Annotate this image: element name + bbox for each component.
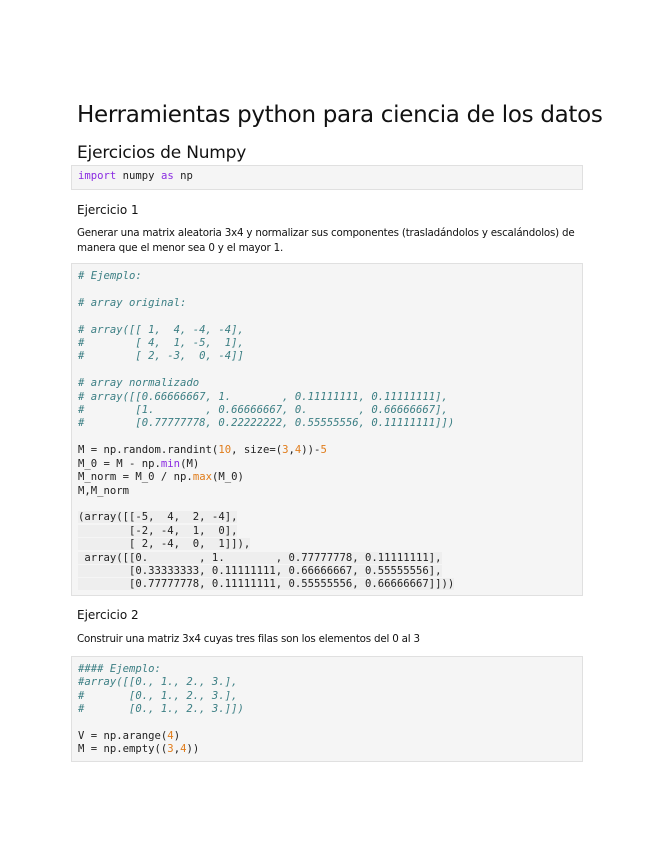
code-line-max: M_norm = M_0 / np.max(M_0) (78, 471, 244, 484)
page-title: Herramientas python para ciencia de los datos (77, 102, 603, 128)
code-line-randint: M = np.random.randint(10, size=(3,4))-5 (78, 444, 327, 457)
output-line: [ 2, -4, 0, 1]]), (78, 538, 251, 551)
code-line-min: M_0 = M - np.min(M) (78, 457, 200, 470)
comment-line: # array([[0.66666667, 1. , 0.11111111, 0.11111111], (78, 390, 448, 403)
section-title: Ejercicios de Numpy (77, 143, 247, 163)
output-line: array([[0. , 1. , 0.77777778, 0.11111111], (78, 551, 442, 564)
code-line-empty: M = np.empty((3,4)) (78, 743, 200, 756)
module-name: numpy (116, 170, 161, 182)
module-alias: np (173, 170, 193, 182)
keyword-import: import (78, 170, 117, 182)
code-cell-exercise-2[interactable] (71, 656, 583, 762)
exercise-2-code (78, 663, 576, 757)
comment-line: # array([[ 1, 4, -4, -4], (78, 323, 244, 336)
comment-line: # [0., 1., 2., 3.]]) (78, 703, 244, 716)
code-cell-import[interactable] (71, 165, 583, 190)
keyword-as: as (160, 170, 174, 182)
exercise-1-description: Generar una matrix aleatoria 3x4 y normalizar sus componentes (trasladándolos y escalándolos) de manera que el menor sea 0 y el mayor 1. (77, 227, 575, 254)
comment-line: # array original: (78, 296, 187, 309)
comment-line: # [1. , 0.66666667, 0. , 0.66666667], (78, 404, 448, 417)
comment-line: # [ 4, 1, -5, 1], (78, 337, 244, 350)
output-line: [-2, -4, 1, 0], (78, 524, 238, 537)
output-line: (array([[-5, 4, 2, -4], (78, 511, 238, 524)
code-import-line (78, 170, 576, 183)
code-cell-exercise-1[interactable] (71, 263, 583, 596)
output-line: [0.33333333, 0.11111111, 0.66666667, 0.55555556], (78, 564, 442, 577)
exercise-1-heading: Ejercicio 1 (77, 203, 139, 217)
exercise-2-heading: Ejercicio 2 (77, 608, 139, 622)
comment-line: # [0., 1., 2., 3.], (78, 689, 238, 702)
output-line: [0.77777778, 0.11111111, 0.55555556, 0.66666667]])) (78, 578, 455, 591)
exercise-1-comments (78, 270, 576, 592)
comment-line: # array normalizado (78, 377, 200, 390)
comment-line: # [ 2, -3, 0, -4]] (78, 350, 244, 363)
comment-line: # Ejemplo: (78, 270, 142, 282)
comment-line: # [0.77777778, 0.22222222, 0.55555556, 0.11111111]]) (78, 417, 455, 430)
comment-line: #array([[0., 1., 2., 3.], (78, 676, 238, 689)
code-line-arange: V = np.arange(4) (78, 730, 181, 743)
exercise-2-description: Construir una matriz 3x4 cuyas tres filas son los elementos del 0 al 3 (77, 633, 420, 645)
comment-line: #### Ejemplo: (78, 663, 161, 675)
code-line-return: M,M_norm (78, 484, 130, 497)
